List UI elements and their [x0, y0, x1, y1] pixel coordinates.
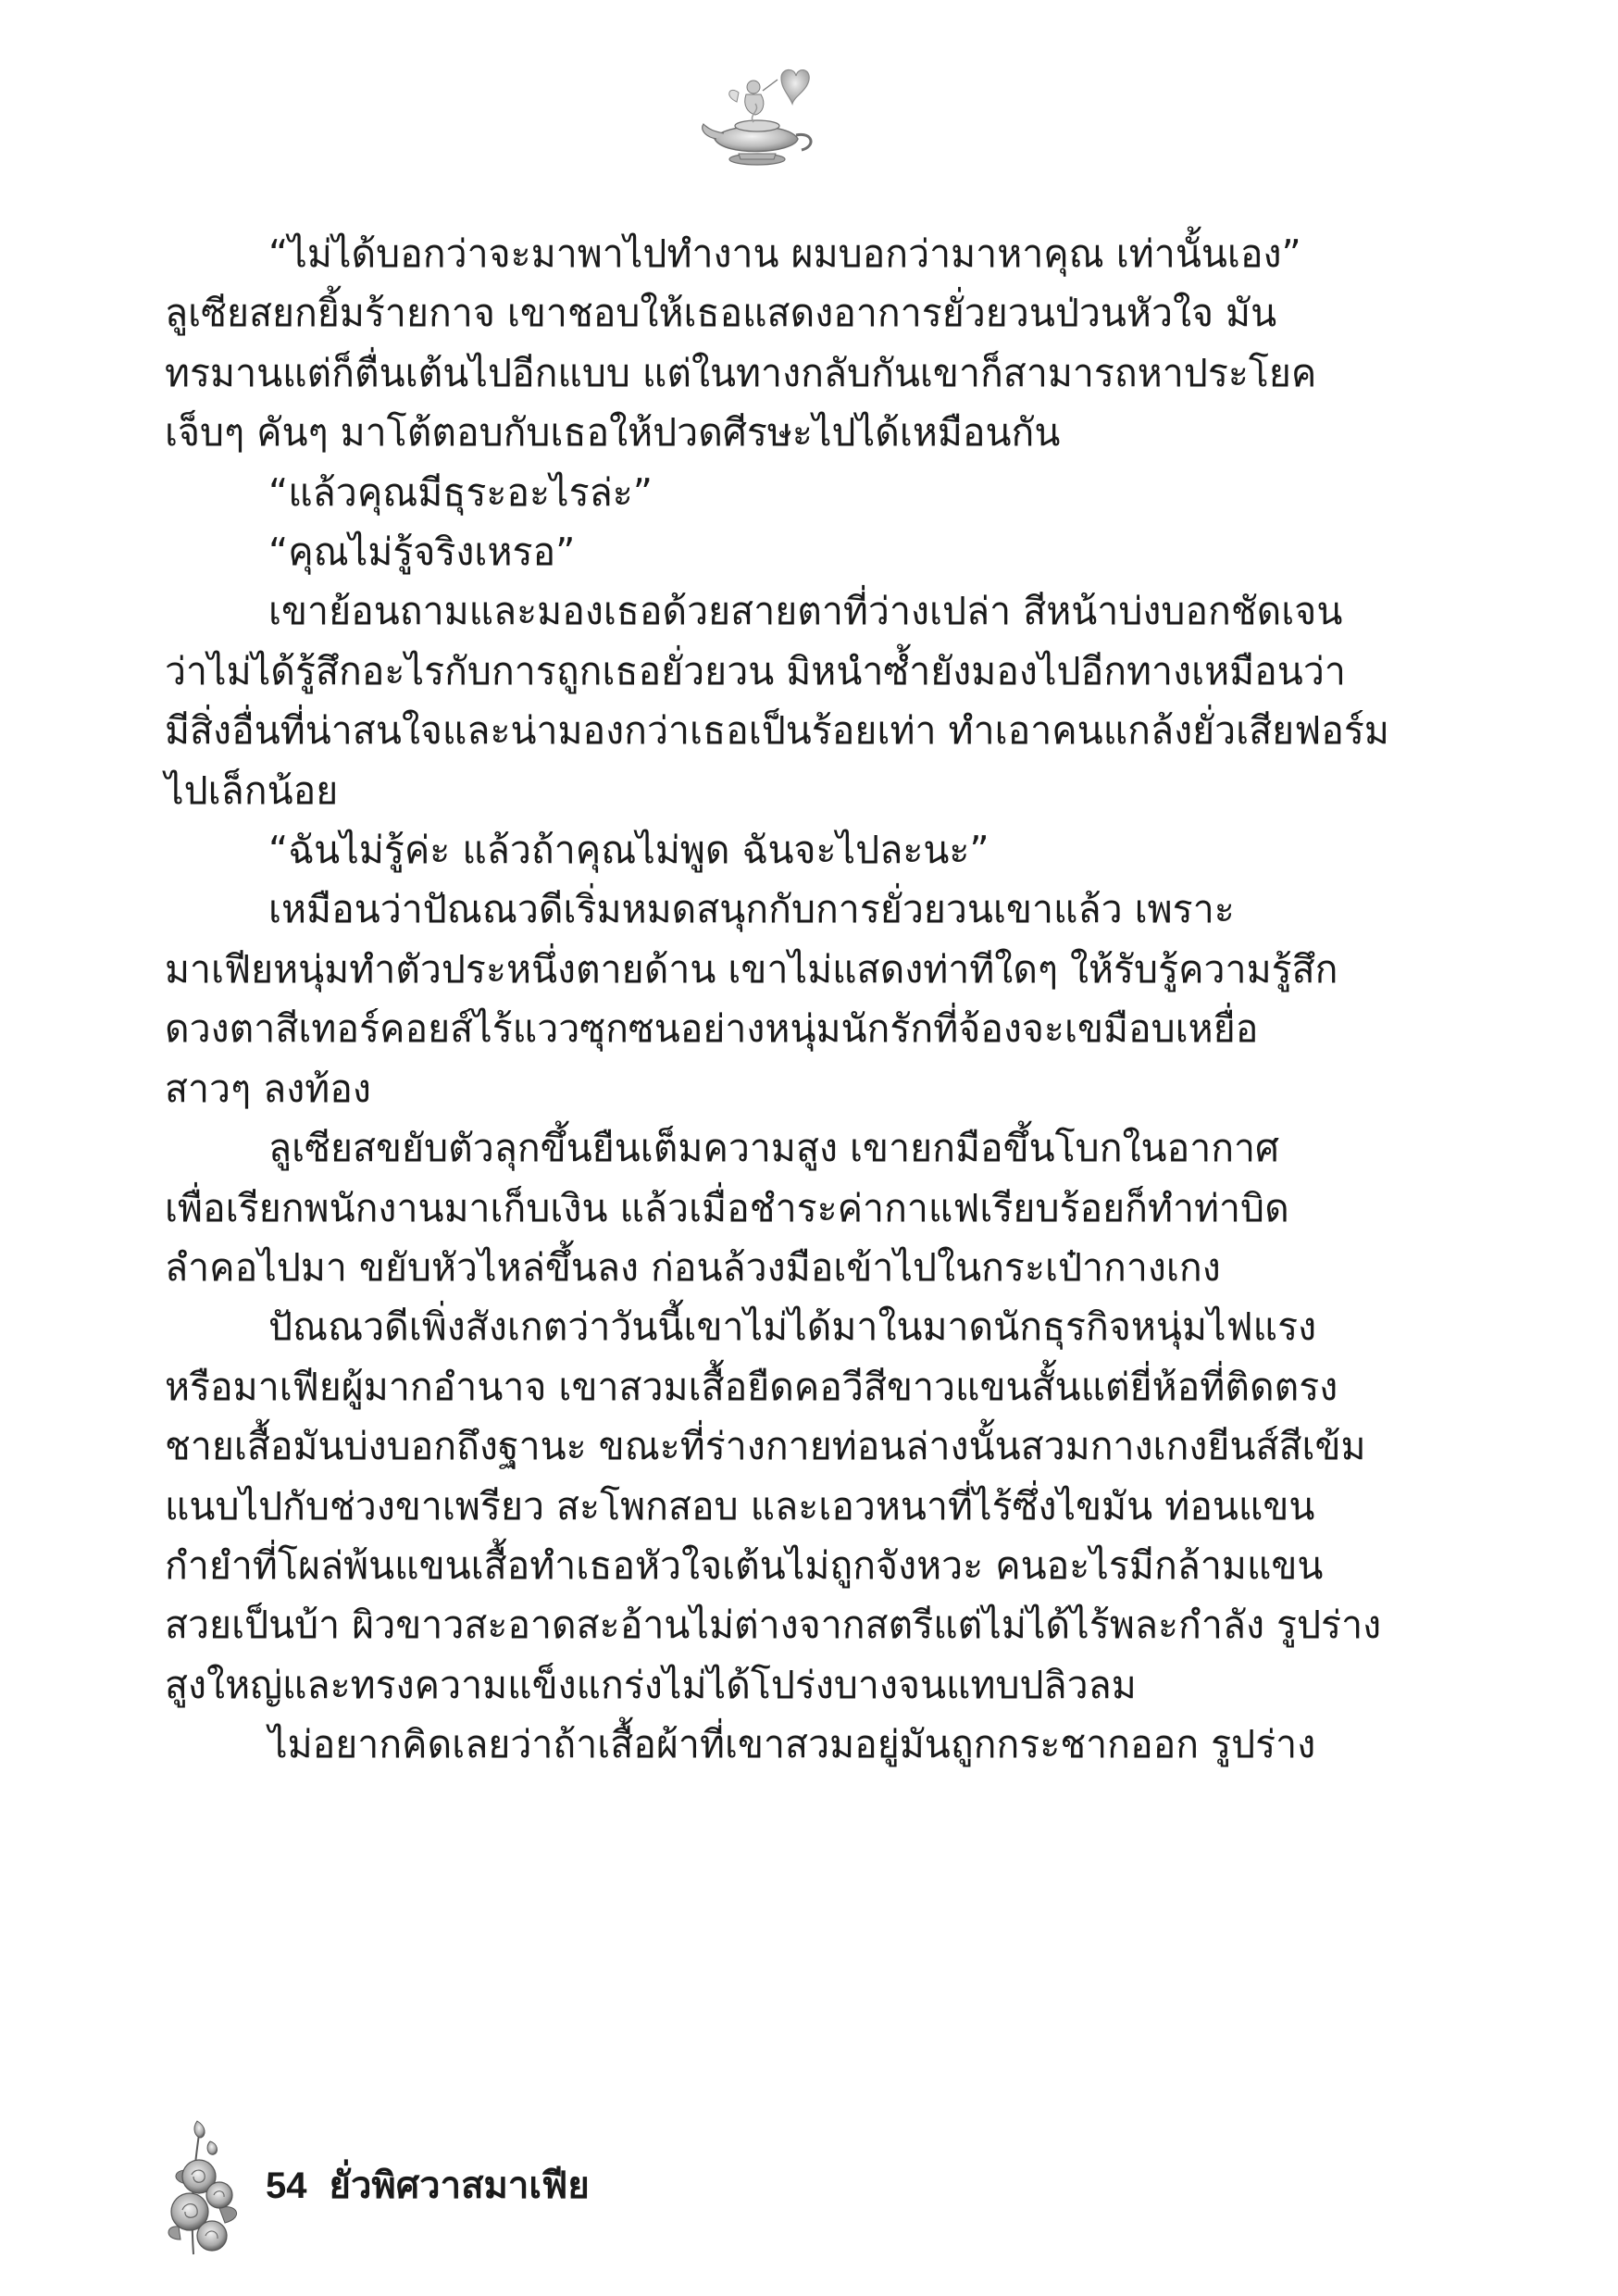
text-line: “ไม่ได้บอกว่าจะมาพาไปทำงาน ผมบอกว่ามาหาคุณ เท่านั้นเอง” [268, 231, 1301, 276]
text-line: แนบไปกับช่วงขาเพรียว สะโพกสอบ และเอวหนาที่ไร้ซึ่งไขมัน ท่อนแขน [165, 1483, 1315, 1529]
teapot-ornament-icon [696, 57, 826, 187]
text-line: ทรมานแต่ก็ตื่นเต้นไปอีกแบบ แต่ในทางกลับกันเขาก็สามารถหาประโยค [165, 350, 1317, 395]
folio [266, 2160, 590, 2212]
text-line: ดวงตาสีเทอร์คอยส์ไร้แววซุกซนอย่างหนุ่มนักรักที่จ้องจะเขมือบเหยื่อ [165, 1006, 1259, 1052]
text-line: ชายเสื้อมันบ่งบอกถึงฐานะ ขณะที่ร่างกายท่อนล่างนั้นสวมกางเกงยีนส์สีเข้ม [165, 1424, 1366, 1469]
text-line: เพื่อเรียกพนักงานมาเก็บเงิน แล้วเมื่อชำระค่ากาแฟเรียบร้อยก็ทำท่าบิด [165, 1185, 1289, 1230]
text-line: มาเฟียหนุ่มทำตัวประหนึ่งตายด้าน เขาไม่แสดงท่าทีใดๆ ให้รับรู้ความรู้สึก [165, 946, 1338, 992]
text-line: สวยเป็นบ้า ผิวขาวสะอาดสะอ้านไม่ต่างจากสตรีแต่ไม่ได้ไร้พละกำลัง รูปร่าง [165, 1603, 1382, 1648]
text-line: สาวๆ ลงท้อง [165, 1066, 371, 1111]
text-line: เจ็บๆ คันๆ มาโต้ตอบกับเธอให้ปวดศีรษะไปได้เหมือนกัน [165, 410, 1061, 455]
text-line: หรือมาเฟียผู้มากอำนาจ เขาสวมเสื้อยืดคอวีสีขาวแขนสั้นแต่ยี่ห้อที่ติดตรง [165, 1364, 1338, 1409]
text-line: เขาย้อนถามและมองเธอด้วยสายตาที่ว่างเปล่า สีหน้าบ่งบอกชัดเจน [268, 589, 1343, 634]
text-line: ลูเซียสยกยิ้มร้ายกาจ เขาชอบให้เธอแสดงอาการยั่วยวนป่วนหัวใจ มัน [165, 291, 1277, 336]
text-line: ว่าไม่ได้รู้สึกอะไรกับการถูกเธอยั่วยวน มิหนำซ้ำยังมองไปอีกทางเหมือนว่า [165, 648, 1346, 693]
page-number: 54 [266, 2165, 307, 2206]
text-line: สูงใหญ่และทรงความแข็งแกร่งไม่ได้โปร่งบางจนแทบปลิวลม [165, 1662, 1137, 1707]
text-line: กำยำที่โผล่พ้นแขนเสื้อทำเธอหัวใจเต้นไม่ถูกจังหวะ คนอะไรมีกล้ามแขน [165, 1542, 1324, 1588]
page-footer [162, 2115, 995, 2264]
book-title: ยั่วพิศวาสมาเฟีย [329, 2165, 590, 2206]
text-line: เหมือนว่าปัณณวดีเริ่มหมดสนุกกับการยั่วยวนเขาแล้ว เพราะ [268, 887, 1235, 932]
text-line: มีสิ่งอื่นที่น่าสนใจและน่ามองกว่าเธอเป็นร้อยเท่า ทำเอาคนแกล้งยั่วเสียฟอร์ม [165, 708, 1389, 754]
text-line: ลูเซียสขยับตัวลุกขึ้นยืนเต็มความสูง เขายกมือขึ้นโบกในอากาศ [268, 1126, 1280, 1171]
text-line: ลำคอไปมา ขยับหัวไหล่ขึ้นลง ก่อนล้วงมือเข้าไปในกระเป๋ากางเกง [165, 1244, 1221, 1290]
body-text [165, 224, 1389, 1775]
text-line: “คุณไม่รู้จริงเหรอ” [268, 530, 576, 575]
text-line: “ฉันไม่รู้ค่ะ แล้วถ้าคุณไม่พูด ฉันจะไปละนะ” [268, 828, 989, 873]
text-line: “แล้วคุณมีธุระอะไรล่ะ” [268, 469, 653, 515]
rose-ornament-icon [162, 2115, 255, 2264]
text-line: ปัณณวดีเพิ่งสังเกตว่าวันนี้เขาไม่ได้มาในมาดนักธุรกิจหนุ่มไฟแรง [268, 1304, 1317, 1350]
text-line: ไม่อยากคิดเลยว่าถ้าเสื้อผ้าที่เขาสวมอยู่มันถูกกระชากออก รูปร่าง [268, 1722, 1316, 1767]
text-line: ไปเล็กน้อย [165, 767, 339, 813]
